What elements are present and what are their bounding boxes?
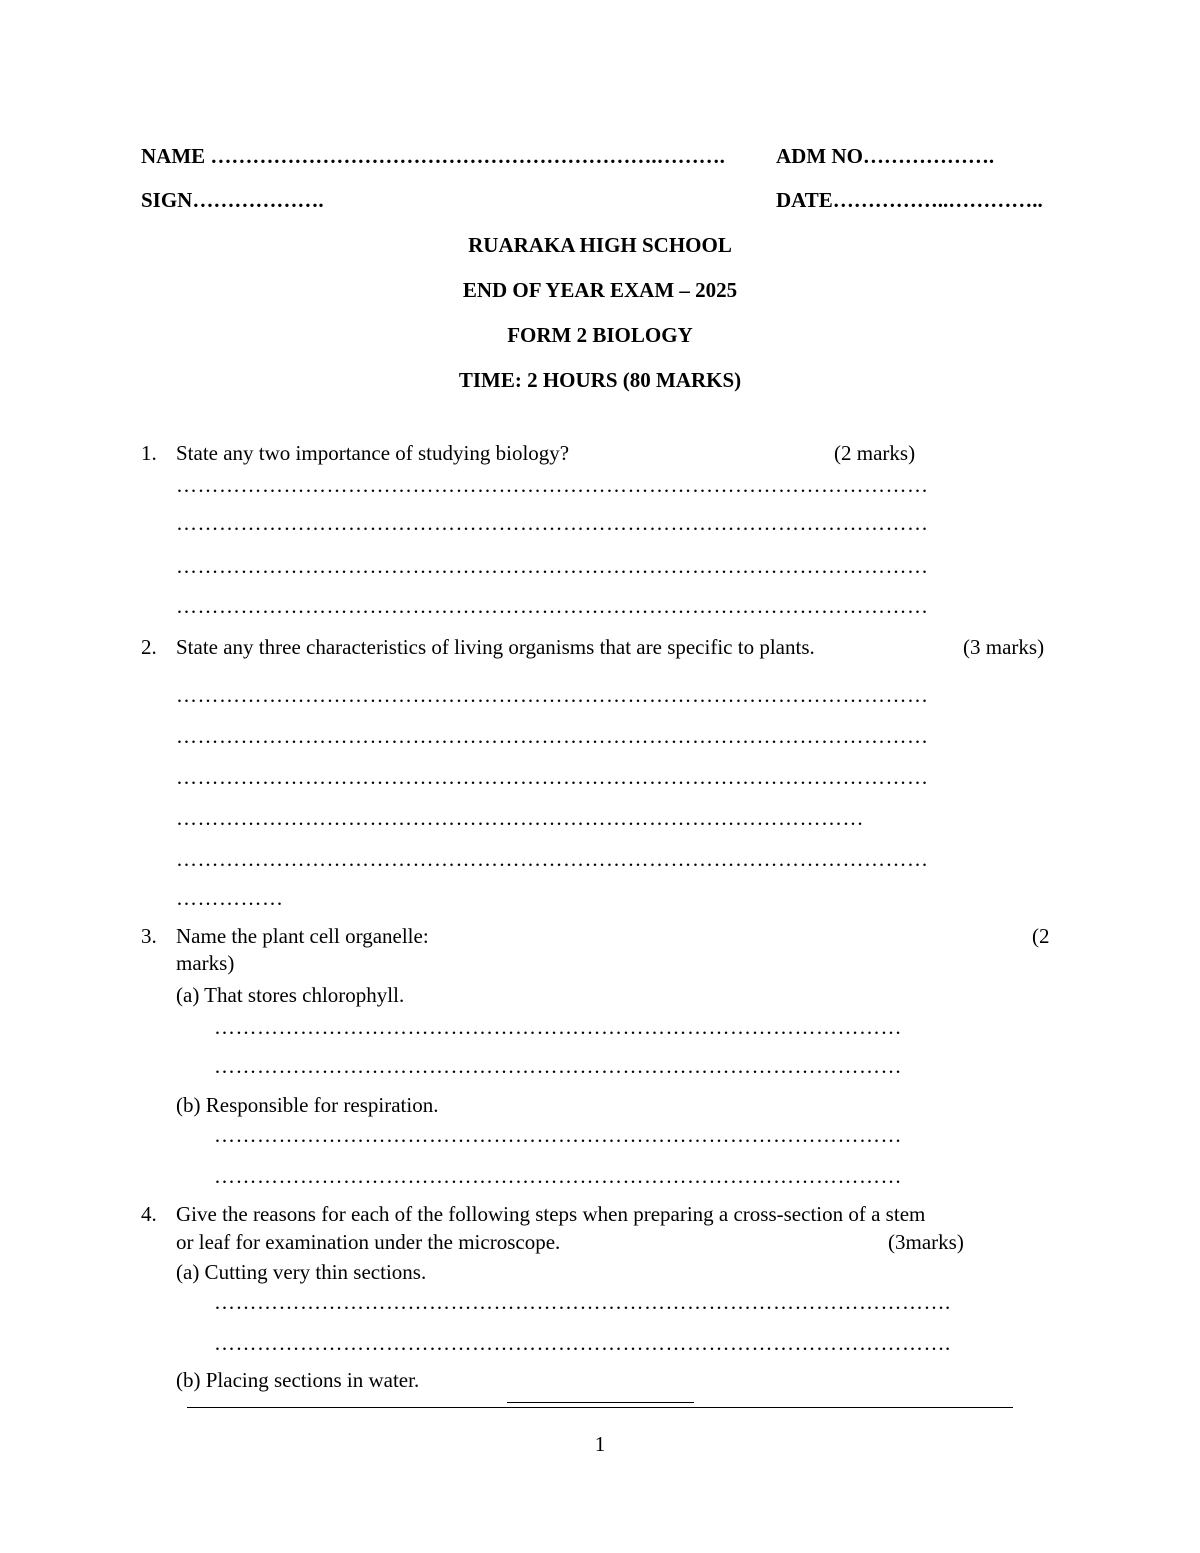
q1-number: 1. (141, 441, 157, 465)
answer-line: …………………………………………………………………………………………… (176, 511, 929, 535)
date-blank: ……………..………….. (832, 188, 1043, 212)
q2-number: 2. (141, 635, 157, 659)
answer-line: …………………………………………………………………………………………… (176, 554, 929, 578)
q4a-text: (a) Cutting very thin sections. (176, 1260, 427, 1284)
answer-line: …………………………………………………………………………………………… (176, 765, 929, 789)
q3a-text: (a) That stores chlorophyll. (176, 983, 405, 1007)
name-field (141, 146, 725, 167)
q4-text-line1: Give the reasons for each of the following steps when preparing a cross-section of a stem (176, 1202, 926, 1226)
sign-label: SIGN (141, 188, 193, 212)
answer-line: …………………………………………………………………………………………… (176, 724, 929, 748)
q3b-text: (b) Responsible for respiration. (176, 1093, 439, 1117)
q2-marks: (3 marks) (963, 635, 1045, 659)
answer-line: …………………………………………………………………………………………. (214, 1331, 951, 1355)
answer-line: …………………………………………………………………………………… (214, 1164, 902, 1188)
q4-number: 4. (141, 1202, 157, 1226)
name-label: NAME (141, 144, 206, 168)
q3-number: 3. (141, 924, 157, 948)
date-label: DATE (776, 188, 833, 212)
answer-line: …………………………………………………………………………………… (214, 1123, 902, 1147)
answer-line: …………………………………………………………………………………………… (176, 847, 929, 871)
answer-line: …………………………………………………………………………………………. (214, 1290, 951, 1314)
q2-text: State any three characteristics of living organisms that are specific to plants. (176, 635, 815, 659)
footer-rule (187, 1407, 1013, 1408)
exam-title: END OF YEAR EXAM – 2025 (462, 278, 738, 302)
name-blank: ……………………………………………………….………. (210, 144, 725, 168)
sign-blank: ………………. (192, 188, 324, 212)
answer-line: …………………………………………………………………………………… (214, 1015, 902, 1039)
q4b-text: (b) Placing sections in water. (176, 1368, 420, 1392)
adm-no-blank: ………………. (862, 144, 995, 168)
adm-no-field (776, 146, 994, 167)
q4-marks: (3marks) (888, 1230, 964, 1254)
adm-no-label: ADM NO (776, 144, 863, 168)
q1-text: State any two importance of studying biology? (176, 441, 570, 465)
answer-line: …………………………………………………………………………………………… (176, 683, 929, 707)
q3-marks: (2 (1032, 924, 1050, 948)
subject-title: FORM 2 BIOLOGY (507, 323, 693, 347)
q3-marks-continued: marks) (176, 951, 235, 975)
school-name: RUARAKA HIGH SCHOOL (468, 233, 732, 257)
q4-text-line2: or leaf for examination under the microscope. (176, 1230, 561, 1254)
answer-line: …………………………………………………………………………………… (176, 806, 864, 830)
page-number: 1 (594, 1432, 606, 1456)
answer-line: …………………………………………………………………………………………… (176, 473, 929, 497)
q1-marks: (2 marks) (834, 441, 916, 465)
short-rule (507, 1402, 694, 1403)
answer-line: …………………………………………………………………………………………… (176, 594, 929, 618)
answer-line-tail: …………… (176, 886, 284, 910)
sign-field (141, 190, 324, 211)
date-field (776, 190, 1043, 211)
time-marks: TIME: 2 HOURS (80 MARKS) (458, 368, 742, 392)
answer-line: …………………………………………………………………………………… (214, 1054, 902, 1078)
q3-text: Name the plant cell organelle: (176, 924, 429, 948)
